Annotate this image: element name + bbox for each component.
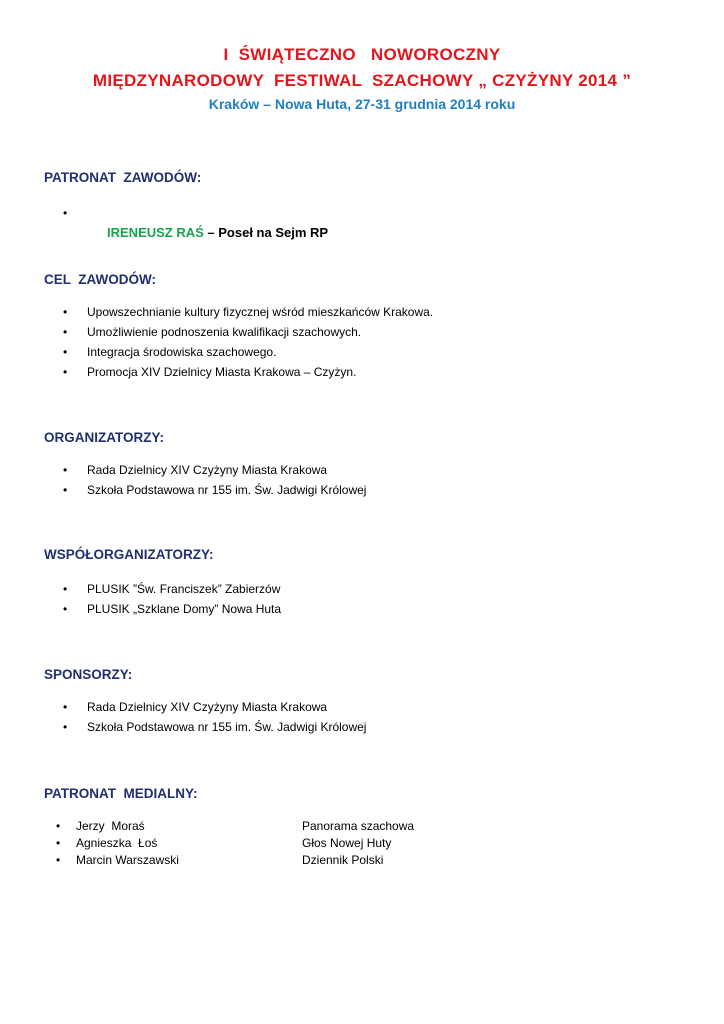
sponsor-text: Szkoła Podstawowa nr 155 im. Św. Jadwigi Królowej [87, 720, 367, 734]
bullet-icon: • [56, 836, 61, 850]
sponsors-list [60, 697, 366, 737]
media-row [56, 852, 384, 869]
list-item [60, 697, 366, 717]
sponsor-text: Rada Dzielnicy XIV Czyżyny Miasta Krakowa [87, 700, 328, 714]
bullet-icon: • [63, 305, 68, 319]
coorganizer-text: PLUSIK ”Św. Franciszek” Zabierzów [87, 582, 281, 596]
heading-patronage: PATRONAT ZAWODÓW: [44, 170, 202, 185]
patron-role: – Poseł na Sejm RP [203, 225, 329, 240]
goal-text: Promocja XIV Dzielnicy Miasta Krakowa – Czyżyn. [87, 365, 357, 379]
patronage-list [60, 203, 328, 263]
bullet-icon: • [63, 206, 68, 220]
heading-media: PATRONAT MEDIALNY: [44, 786, 198, 801]
list-item [60, 460, 366, 480]
list-item [60, 717, 366, 737]
bullet-icon: • [63, 365, 68, 379]
title-line-1: I ŚWIĄTECZNO NOWOROCZNY [223, 45, 501, 64]
bullet-icon: • [63, 582, 68, 596]
media-row [56, 835, 392, 852]
coorganizers-list [60, 579, 281, 619]
bullet-icon: • [63, 483, 68, 497]
media-outlet: Głos Nowej Huty [302, 836, 392, 850]
list-item [60, 342, 433, 362]
heading-coorganizers: WSPÓŁORGANIZATORZY: [44, 547, 214, 562]
bullet-icon: • [63, 720, 68, 734]
organizers-list [60, 460, 366, 500]
list-item [60, 203, 328, 263]
title-block [0, 42, 724, 114]
event-subtitle: Kraków – Nowa Huta, 27-31 grudnia 2014 roku [208, 96, 516, 112]
bullet-icon: • [63, 345, 68, 359]
goals-list [60, 302, 433, 382]
media-person: Jerzy Moraś [76, 819, 145, 833]
goal-text: Upowszechnianie kultury fizycznej wśród mieszkańców Krakowa. [87, 305, 434, 319]
organizer-text: Szkoła Podstawowa nr 155 im. Św. Jadwigi Królowej [87, 483, 367, 497]
coorganizer-text: PLUSIK „Szklane Domy” Nowa Huta [87, 602, 282, 616]
bullet-icon: • [63, 700, 68, 714]
heading-goals: CEL ZAWODÓW: [44, 272, 156, 287]
heading-organizers: ORGANIZATORZY: [44, 430, 164, 445]
bullet-icon: • [63, 463, 68, 477]
list-item [60, 579, 281, 599]
heading-sponsors: SPONSORZY: [44, 667, 133, 682]
list-item [60, 322, 433, 342]
organizer-text: Rada Dzielnicy XIV Czyżyny Miasta Krakowa [87, 463, 328, 477]
list-item [60, 480, 366, 500]
bullet-icon: • [56, 853, 61, 867]
bullet-icon: • [56, 819, 61, 833]
goal-text: Umożliwienie podnoszenia kwalifikacji szachowych. [87, 325, 362, 339]
bullet-icon: • [63, 325, 68, 339]
bullet-icon: • [63, 602, 68, 616]
list-item [60, 599, 281, 619]
media-outlet: Dziennik Polski [302, 853, 384, 867]
patron-name: IRENEUSZ RAŚ [107, 225, 204, 240]
goal-text: Integracja środowiska szachowego. [87, 345, 277, 359]
media-row [56, 818, 415, 835]
media-person: Marcin Warszawski [76, 853, 179, 867]
list-item [60, 362, 433, 382]
media-outlet: Panorama szachowa [302, 819, 415, 833]
list-item [60, 302, 433, 322]
title-line-2: MIĘDZYNARODOWY FESTIWAL SZACHOWY „ CZYŻYNY 2014 ” [92, 71, 632, 90]
media-person: Agnieszka Łoś [76, 836, 158, 850]
